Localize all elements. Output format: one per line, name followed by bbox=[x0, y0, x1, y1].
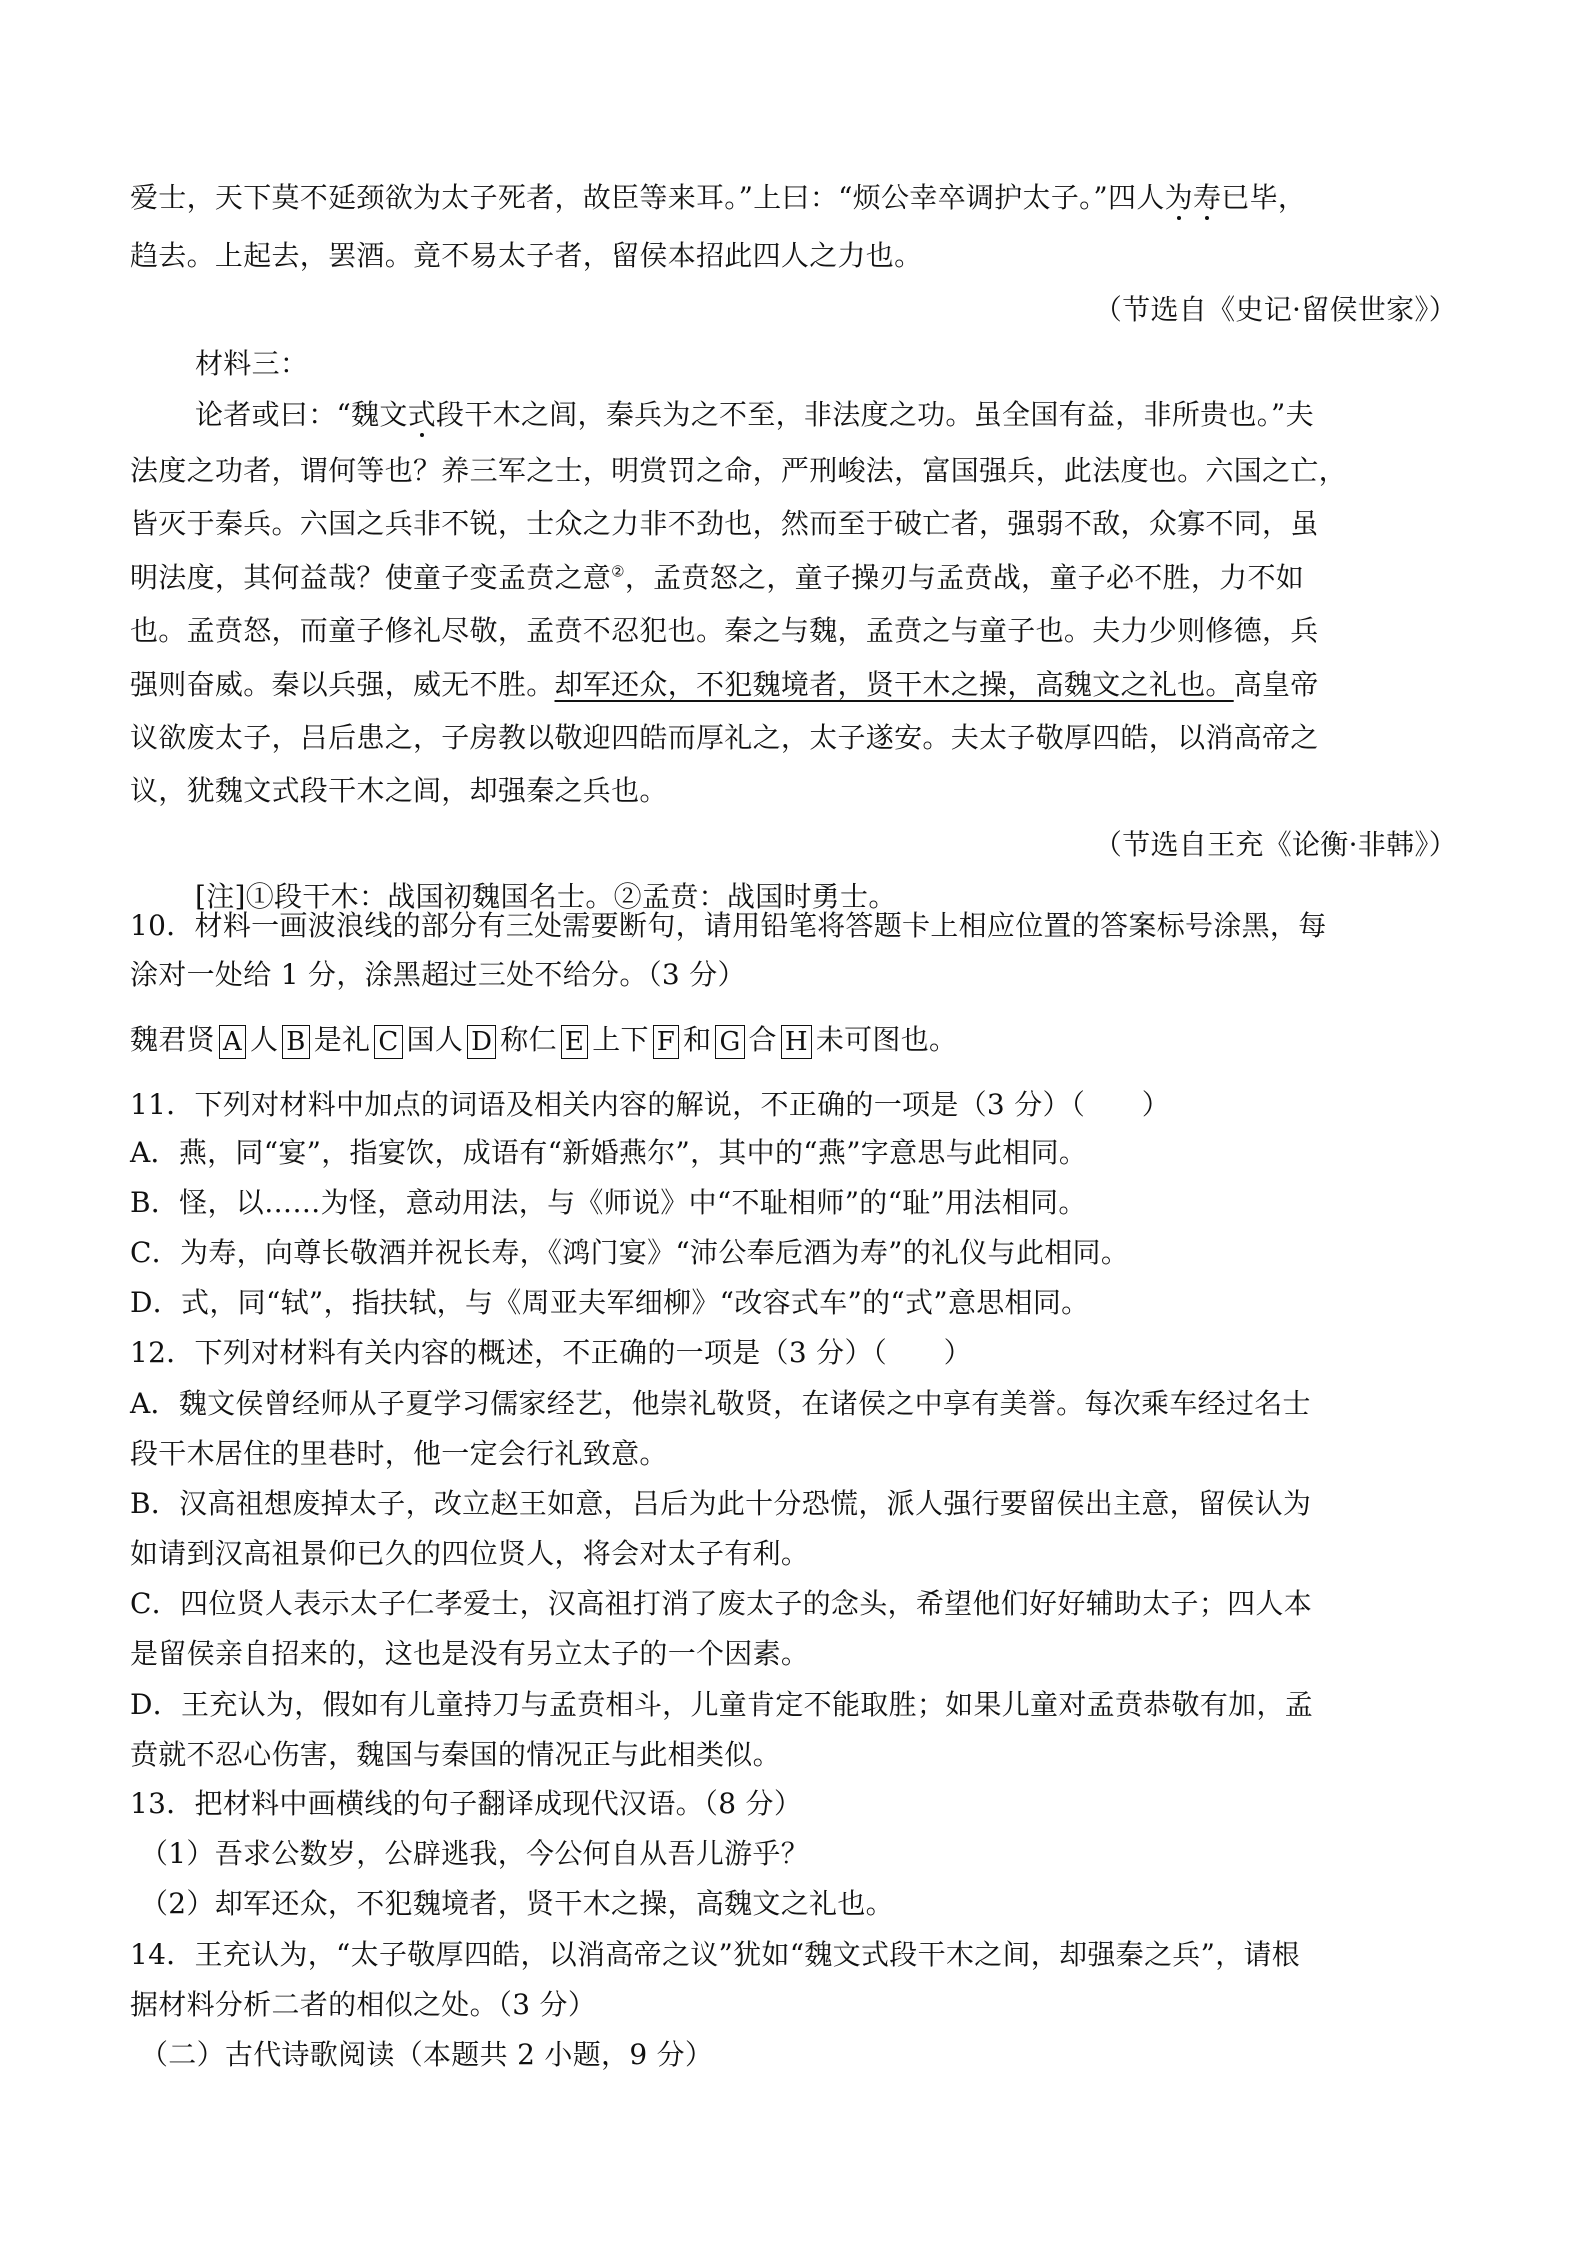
passage-line: 皆灭于秦兵。六国之兵非不锐，士众之力非不劲也，然而至于破亡者，强弱不敌，众寡不同，虽 bbox=[130, 507, 1319, 540]
footnote: [注]①段干木：战国初魏国名士。②孟贲：战国时勇士。 bbox=[195, 880, 897, 913]
section-heading: （二）古代诗歌阅读（本题共 2 小题，9 分） bbox=[140, 2038, 714, 2071]
q12-option-d[interactable]: 贲就不忍心伤害，魏国与秦国的情况正与此相类似。 bbox=[130, 1738, 781, 1771]
q12-option-a[interactable]: A．魏文侯曾经师从子夏学习儒家经艺，他崇礼敬贤，在诸侯之中享有美誉。每次乘车经过名士 bbox=[130, 1387, 1311, 1420]
q11-option-d[interactable]: D．式，同“轼”，指扶轼，与《周亚夫军细柳》“改容式车”的“式”意思相同。 bbox=[130, 1286, 1090, 1319]
dotted-char: 式 bbox=[407, 398, 437, 431]
answer-box-e[interactable]: E bbox=[561, 1025, 588, 1059]
q13-sentence-2: （2）却军还众，不犯魏境者，贤干木之操，高魏文之礼也。 bbox=[140, 1887, 894, 1920]
q13-sentence-1: （1）吾求公数岁，公辟逃我，今公何自从吾儿游乎？ bbox=[140, 1837, 810, 1870]
q12-option-b[interactable]: 如请到汉高祖景仰已久的四位贤人，将会对太子有利。 bbox=[130, 1537, 810, 1570]
answer-box-d[interactable]: D bbox=[467, 1025, 496, 1059]
q11-option-b[interactable]: B．怪，以……为怪，意动用法，与《师说》中“不耻相师”的“耻”用法相同。 bbox=[130, 1186, 1087, 1219]
q10-stem: 10．材料一画波浪线的部分有三处需要断句，请用铅笔将答题卡上相应位置的答案标号涂黑，每 bbox=[130, 909, 1327, 942]
passage-line: 趋去。上起去，罢酒。竟不易太子者，留侯本招此四人之力也。 bbox=[130, 239, 923, 272]
q10-segment-line: 魏君贤 A 人 B 是礼 C 国人 D 称仁 E 上下 F 和 G 合 H 未可图也。 bbox=[130, 1023, 958, 1057]
q14-stem: 14．王充认为，“太子敬厚四皓，以消高帝之议”犹如“魏文式段干木之间，却强秦之兵”，请根 bbox=[130, 1938, 1301, 1971]
q13-stem: 13．把材料中画横线的句子翻译成现代汉语。（8 分） bbox=[130, 1787, 803, 1820]
passage-line: 也。孟贲怒，而童子修礼尽敬，孟贲不忍犯也。秦之与魏，孟贲之与童子也。夫力少则修德，兵 bbox=[130, 614, 1319, 647]
answer-box-g[interactable]: G bbox=[715, 1025, 744, 1059]
q14-stem: 据材料分析二者的相似之处。（3 分） bbox=[130, 1988, 597, 2021]
answer-box-f[interactable]: F bbox=[653, 1025, 679, 1059]
answer-box-a[interactable]: A bbox=[219, 1025, 246, 1059]
source-citation: （节选自王充《论衡·非韩》） bbox=[1093, 828, 1457, 861]
q12-option-d[interactable]: D．王充认为，假如有儿童持刀与孟贲相斗，儿童肯定不能取胜；如果儿童对孟贲恭敬有加，孟 bbox=[130, 1688, 1314, 1721]
passage-line: 论者或曰：“魏文式段干木之闾，秦兵为之不至，非法度之功。虽全国有益，非所贵也。”夫 bbox=[195, 398, 1314, 431]
q12-option-b[interactable]: B．汉高祖想废掉太子，改立赵王如意，吕后为此十分恐慌，派人强行要留侯出主意，留侯认为 bbox=[130, 1487, 1312, 1520]
source-citation: （节选自《史记·留侯世家》） bbox=[1093, 293, 1457, 326]
answer-box-h[interactable]: H bbox=[781, 1025, 812, 1059]
q12-option-c[interactable]: 是留侯亲自招来的，这也是没有另立太子的一个因素。 bbox=[130, 1637, 810, 1670]
q11-stem: 11．下列对材料中加点的词语及相关内容的解说，不正确的一项是（3 分）（ ） bbox=[130, 1088, 1171, 1121]
passage-line: 法度之功者，谓何等也？养三军之士，明赏罚之命，严刑峻法，富国强兵，此法度也。六国之亡， bbox=[130, 454, 1347, 487]
passage-line: 明法度，其何益哉？使童子变孟贲之意②，孟贲怒之，童子操刃与孟贲战，童子必不胜，力不如 bbox=[130, 561, 1305, 594]
q12-option-a[interactable]: 段干木居住的里巷时，他一定会行礼致意。 bbox=[130, 1437, 668, 1470]
passage-line: 议，犹魏文式段干木之闾，却强秦之兵也。 bbox=[130, 774, 668, 807]
passage-line: 爱士，天下莫不延颈欲为太子死者，故臣等来耳。”上曰：“烦公幸卒调护太子。”四人为寿已毕， bbox=[130, 181, 1307, 214]
underlined-sentence: 却军还众，不犯魏境者，贤干木之操，高魏文之礼也。 bbox=[554, 668, 1234, 701]
q10-stem: 涂对一处给 1 分，涂黑超过三处不给分。（3 分） bbox=[130, 958, 746, 991]
section-heading: 材料三： bbox=[195, 347, 309, 380]
q12-stem: 12．下列对材料有关内容的概述，不正确的一项是（3 分）（ ） bbox=[130, 1336, 972, 1369]
answer-box-c[interactable]: C bbox=[374, 1025, 402, 1059]
q12-option-c[interactable]: C．四位贤人表示太子仁孝爱士，汉高祖打消了废太子的念头，希望他们好好辅助太子；四人本 bbox=[130, 1587, 1313, 1620]
answer-box-b[interactable]: B bbox=[282, 1025, 309, 1059]
q11-option-a[interactable]: A．燕，同“宴”，指宴饮，成语有“新婚燕尔”，其中的“燕”字意思与此相同。 bbox=[130, 1136, 1088, 1169]
q11-option-c[interactable]: C．为寿，向尊长敬酒并祝长寿，《鸿门宴》“沛公奉卮酒为寿”的礼仪与此相同。 bbox=[130, 1236, 1130, 1269]
dotted-char: 寿 bbox=[1192, 181, 1222, 214]
passage-line: 议欲废太子，吕后患之，子房教以敬迎四皓而厚礼之，太子遂安。夫太子敬厚四皓，以消高帝之 bbox=[130, 721, 1319, 754]
passage-line: 强则奋威。秦以兵强，威无不胜。却军还众，不犯魏境者，贤干木之操，高魏文之礼也。高皇帝 bbox=[130, 668, 1319, 701]
dotted-char: 为 bbox=[1164, 181, 1193, 214]
